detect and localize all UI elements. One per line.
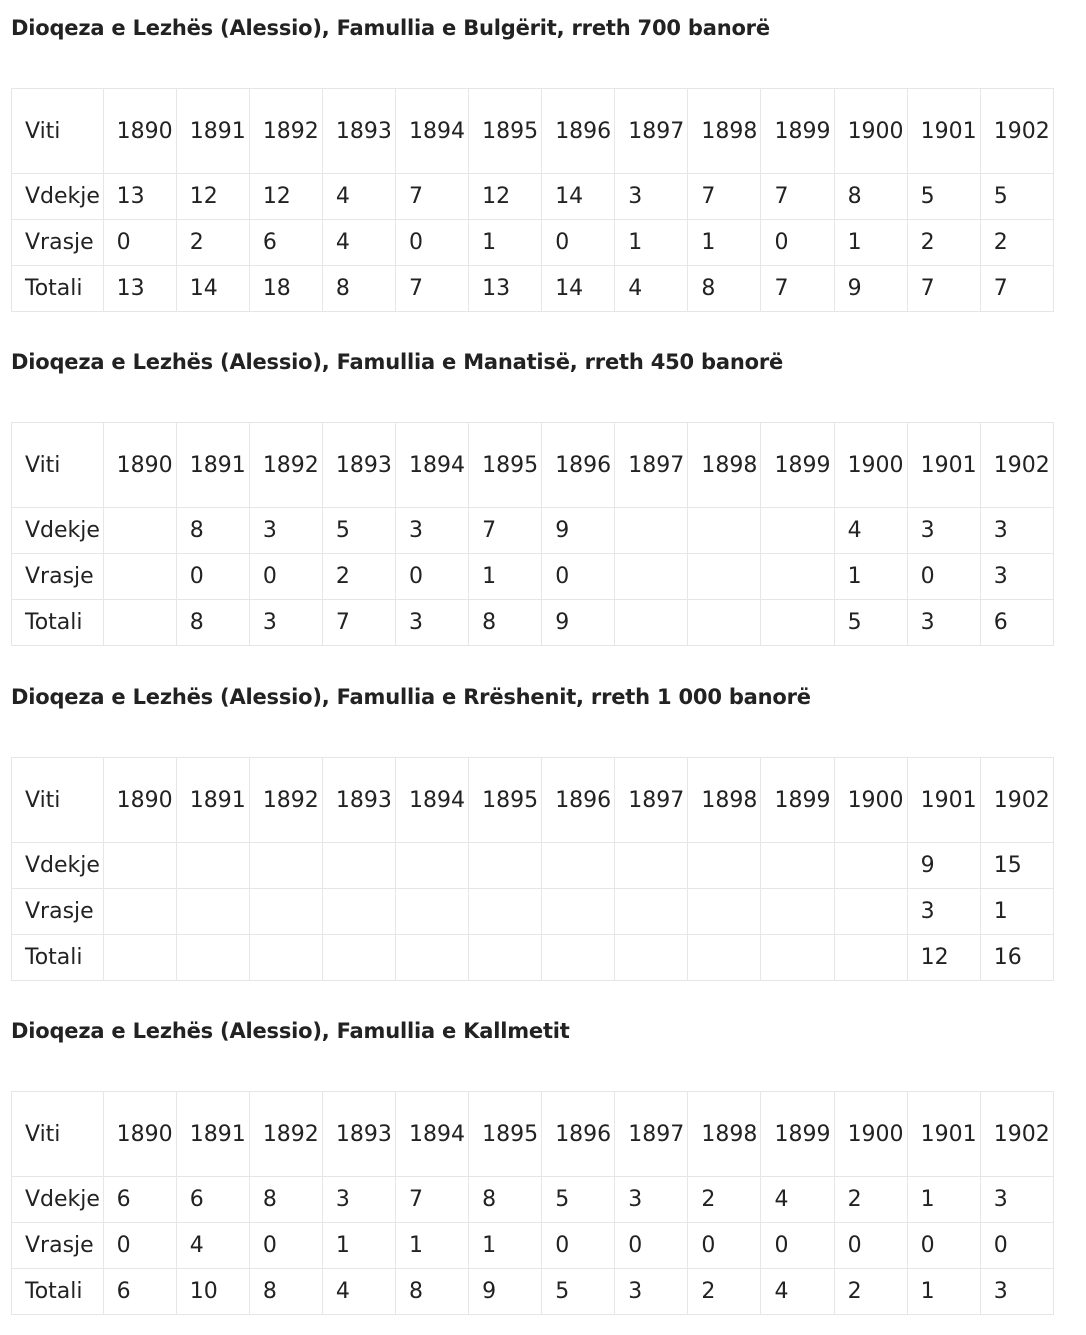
table-cell (469, 935, 542, 981)
table-row (12, 220, 1054, 266)
table-cell (688, 554, 761, 600)
table-cell (176, 889, 249, 935)
year-header-cell: 1890 (103, 89, 176, 174)
row-label: Vrasje (12, 220, 104, 266)
table-row (12, 1223, 1054, 1269)
table-header-row (12, 89, 1054, 174)
table-row (12, 889, 1054, 935)
table-cell: 6 (103, 1269, 176, 1315)
table-cell: 14 (542, 266, 615, 312)
table-cell: 4 (322, 174, 395, 220)
year-header-cell: 1894 (396, 758, 469, 843)
table-cell: 2 (980, 220, 1053, 266)
table-cell: 7 (322, 600, 395, 646)
table-cell (688, 889, 761, 935)
year-header-cell: 1897 (615, 89, 688, 174)
table-cell (688, 935, 761, 981)
table-cell: 8 (688, 266, 761, 312)
row-label: Totali (12, 600, 104, 646)
table-cell: 1 (834, 220, 907, 266)
table-cell: 8 (249, 1177, 322, 1223)
table-cell: 2 (322, 554, 395, 600)
year-header-cell: 1902 (980, 423, 1053, 508)
table-cell: 0 (615, 1223, 688, 1269)
table-cell (103, 554, 176, 600)
table-cell: 0 (103, 1223, 176, 1269)
table-cell: 0 (688, 1223, 761, 1269)
table-cell: 9 (834, 266, 907, 312)
table-cell: 8 (322, 266, 395, 312)
table-cell: 13 (103, 174, 176, 220)
table-cell (834, 843, 907, 889)
row-label: Viti (12, 89, 104, 174)
year-header-cell: 1901 (907, 89, 980, 174)
year-header-cell: 1898 (688, 423, 761, 508)
table-cell: 3 (980, 1269, 1053, 1315)
table-cell: 0 (249, 554, 322, 600)
year-header-cell: 1891 (176, 89, 249, 174)
table-cell: 0 (396, 220, 469, 266)
table-cell: 2 (688, 1177, 761, 1223)
table-cell: 7 (396, 266, 469, 312)
year-header-cell: 1895 (469, 758, 542, 843)
table-cell (615, 889, 688, 935)
table-scroll-container[interactable] (11, 88, 1054, 313)
year-header-cell: 1898 (688, 89, 761, 174)
year-header-cell: 1899 (761, 758, 834, 843)
row-label: Vdekje (12, 508, 104, 554)
table-cell (761, 843, 834, 889)
row-label: Viti (12, 1092, 104, 1177)
year-header-cell: 1893 (322, 423, 395, 508)
table-cell: 8 (176, 508, 249, 554)
year-header-cell: 1894 (396, 89, 469, 174)
year-header-cell: 1897 (615, 423, 688, 508)
data-section (11, 684, 1050, 970)
year-header-cell: 1897 (615, 1092, 688, 1177)
row-label: Viti (12, 758, 104, 843)
table-cell: 0 (103, 220, 176, 266)
table-cell: 12 (176, 174, 249, 220)
table-cell: 8 (834, 174, 907, 220)
table-cell: 18 (249, 266, 322, 312)
table-cell: 12 (907, 935, 980, 981)
table-cell (103, 889, 176, 935)
year-header-cell: 1895 (469, 89, 542, 174)
year-header-cell: 1895 (469, 1092, 542, 1177)
table-cell: 9 (907, 843, 980, 889)
table-cell: 9 (469, 1269, 542, 1315)
row-label: Vdekje (12, 843, 104, 889)
table-row (12, 174, 1054, 220)
table-cell (761, 508, 834, 554)
mortality-table (11, 757, 1054, 981)
table-cell: 3 (249, 600, 322, 646)
table-header-row (12, 758, 1054, 843)
year-header-cell: 1900 (834, 423, 907, 508)
table-cell (103, 600, 176, 646)
table-cell (761, 889, 834, 935)
table-cell: 3 (249, 508, 322, 554)
table-cell: 0 (980, 1223, 1053, 1269)
table-cell (761, 600, 834, 646)
year-header-cell: 1900 (834, 1092, 907, 1177)
table-cell: 2 (907, 220, 980, 266)
table-cell (834, 935, 907, 981)
table-cell: 0 (761, 1223, 834, 1269)
year-header-cell: 1891 (176, 1092, 249, 1177)
table-cell: 10 (176, 1269, 249, 1315)
table-cell: 14 (176, 266, 249, 312)
table-cell: 15 (980, 843, 1053, 889)
table-cell: 3 (396, 600, 469, 646)
table-row (12, 935, 1054, 981)
section-title: Dioqeza e Lezhës (Alessio), Famullia e Rrëshenit, rreth 1 000 banorë (11, 685, 811, 709)
year-header-cell: 1891 (176, 758, 249, 843)
section-title: Dioqeza e Lezhës (Alessio), Famullia e Kallmetit (11, 1019, 570, 1043)
table-cell: 4 (615, 266, 688, 312)
year-header-cell: 1900 (834, 89, 907, 174)
table-cell: 5 (322, 508, 395, 554)
table-scroll-container[interactable] (11, 757, 1054, 982)
row-label: Vrasje (12, 889, 104, 935)
table-cell: 12 (249, 174, 322, 220)
table-cell: 0 (907, 554, 980, 600)
year-header-cell: 1890 (103, 1092, 176, 1177)
year-header-cell: 1892 (249, 423, 322, 508)
table-cell: 1 (322, 1223, 395, 1269)
table-cell: 8 (396, 1269, 469, 1315)
row-label: Vrasje (12, 1223, 104, 1269)
row-label: Vdekje (12, 1177, 104, 1223)
table-cell (103, 935, 176, 981)
table-cell: 13 (469, 266, 542, 312)
year-header-cell: 1893 (322, 758, 395, 843)
table-cell: 4 (322, 1269, 395, 1315)
table-cell: 6 (980, 600, 1053, 646)
table-cell: 7 (469, 508, 542, 554)
year-header-cell: 1894 (396, 423, 469, 508)
table-cell: 4 (176, 1223, 249, 1269)
table-cell: 2 (834, 1269, 907, 1315)
table-cell (396, 843, 469, 889)
year-header-cell: 1896 (542, 758, 615, 843)
table-cell (542, 843, 615, 889)
table-cell (834, 889, 907, 935)
table-cell: 7 (907, 266, 980, 312)
table-cell: 5 (980, 174, 1053, 220)
table-cell (176, 935, 249, 981)
table-cell: 1 (907, 1269, 980, 1315)
row-label: Totali (12, 1269, 104, 1315)
table-cell: 3 (980, 508, 1053, 554)
mortality-table (11, 422, 1054, 646)
year-header-cell: 1896 (542, 89, 615, 174)
year-header-cell: 1899 (761, 423, 834, 508)
table-cell: 9 (542, 600, 615, 646)
year-header-cell: 1901 (907, 758, 980, 843)
year-header-cell: 1902 (980, 758, 1053, 843)
year-header-cell: 1902 (980, 89, 1053, 174)
table-cell: 5 (907, 174, 980, 220)
section-title: Dioqeza e Lezhës (Alessio), Famullia e Bulgërit, rreth 700 banorë (11, 16, 770, 40)
table-row (12, 1269, 1054, 1315)
table-cell (249, 889, 322, 935)
table-cell (469, 889, 542, 935)
table-cell: 3 (980, 554, 1053, 600)
row-label: Vdekje (12, 174, 104, 220)
table-cell: 5 (834, 600, 907, 646)
table-cell (615, 554, 688, 600)
table-cell: 0 (907, 1223, 980, 1269)
table-cell: 3 (907, 600, 980, 646)
table-cell (615, 843, 688, 889)
table-scroll-container[interactable] (11, 422, 1054, 647)
table-cell (542, 935, 615, 981)
table-cell: 6 (176, 1177, 249, 1223)
year-header-cell: 1890 (103, 758, 176, 843)
year-header-cell: 1891 (176, 423, 249, 508)
table-cell: 3 (615, 1269, 688, 1315)
table-cell (176, 843, 249, 889)
table-scroll-container[interactable] (11, 1091, 1054, 1316)
row-label: Totali (12, 266, 104, 312)
year-header-cell: 1892 (249, 758, 322, 843)
year-header-cell: 1896 (542, 423, 615, 508)
table-cell (103, 508, 176, 554)
table-cell: 4 (322, 220, 395, 266)
table-cell: 7 (980, 266, 1053, 312)
table-cell: 2 (834, 1177, 907, 1223)
table-cell: 3 (396, 508, 469, 554)
table-cell: 0 (176, 554, 249, 600)
table-cell: 5 (542, 1269, 615, 1315)
table-cell: 3 (615, 1177, 688, 1223)
table-cell (761, 554, 834, 600)
table-cell: 12 (469, 174, 542, 220)
table-cell (615, 600, 688, 646)
year-header-cell: 1900 (834, 758, 907, 843)
table-cell: 3 (907, 508, 980, 554)
table-cell: 4 (761, 1269, 834, 1315)
row-label: Totali (12, 935, 104, 981)
table-cell: 7 (761, 174, 834, 220)
table-cell: 1 (615, 220, 688, 266)
year-header-cell: 1896 (542, 1092, 615, 1177)
table-cell: 1 (396, 1223, 469, 1269)
table-cell: 16 (980, 935, 1053, 981)
mortality-table (11, 88, 1054, 312)
table-cell: 1 (834, 554, 907, 600)
section-title: Dioqeza e Lezhës (Alessio), Famullia e Manatisë, rreth 450 banorë (11, 350, 784, 374)
table-cell (688, 843, 761, 889)
table-cell (396, 889, 469, 935)
year-header-cell: 1890 (103, 423, 176, 508)
table-cell: 7 (688, 174, 761, 220)
table-cell: 8 (176, 600, 249, 646)
year-header-cell: 1893 (322, 1092, 395, 1177)
table-cell: 4 (761, 1177, 834, 1223)
year-header-cell: 1899 (761, 89, 834, 174)
table-cell (761, 935, 834, 981)
table-cell: 1 (980, 889, 1053, 935)
table-cell: 0 (542, 1223, 615, 1269)
table-row (12, 600, 1054, 646)
table-cell (103, 843, 176, 889)
table-cell: 7 (396, 1177, 469, 1223)
table-row (12, 266, 1054, 312)
table-row (12, 554, 1054, 600)
table-row (12, 843, 1054, 889)
year-header-cell: 1899 (761, 1092, 834, 1177)
table-cell (322, 843, 395, 889)
table-cell (688, 600, 761, 646)
mortality-table (11, 1091, 1054, 1315)
year-header-cell: 1892 (249, 89, 322, 174)
table-cell: 3 (980, 1177, 1053, 1223)
year-header-cell: 1901 (907, 1092, 980, 1177)
table-cell: 0 (396, 554, 469, 600)
table-cell (322, 935, 395, 981)
table-cell: 1 (688, 220, 761, 266)
table-cell: 4 (834, 508, 907, 554)
data-section (11, 349, 1050, 635)
table-cell: 0 (542, 554, 615, 600)
row-label: Viti (12, 423, 104, 508)
year-header-cell: 1893 (322, 89, 395, 174)
table-cell (249, 843, 322, 889)
table-cell: 14 (542, 174, 615, 220)
table-cell: 13 (103, 266, 176, 312)
table-cell (688, 508, 761, 554)
table-cell (542, 889, 615, 935)
table-cell (249, 935, 322, 981)
table-cell: 6 (103, 1177, 176, 1223)
table-cell: 0 (834, 1223, 907, 1269)
table-row (12, 1177, 1054, 1223)
table-cell: 2 (688, 1269, 761, 1315)
year-header-cell: 1892 (249, 1092, 322, 1177)
year-header-cell: 1895 (469, 423, 542, 508)
row-label: Vrasje (12, 554, 104, 600)
table-header-row (12, 1092, 1054, 1177)
table-cell: 3 (907, 889, 980, 935)
table-cell: 8 (469, 600, 542, 646)
table-cell: 2 (176, 220, 249, 266)
table-cell: 0 (761, 220, 834, 266)
data-section (11, 15, 1050, 301)
year-header-cell: 1901 (907, 423, 980, 508)
table-cell (615, 508, 688, 554)
table-cell: 3 (322, 1177, 395, 1223)
table-cell: 6 (249, 220, 322, 266)
table-cell: 1 (907, 1177, 980, 1223)
table-cell: 8 (469, 1177, 542, 1223)
table-cell (322, 889, 395, 935)
table-cell: 3 (615, 174, 688, 220)
table-row (12, 508, 1054, 554)
table-cell (469, 843, 542, 889)
table-cell: 1 (469, 220, 542, 266)
table-cell: 7 (761, 266, 834, 312)
table-cell: 1 (469, 1223, 542, 1269)
table-cell: 1 (469, 554, 542, 600)
year-header-cell: 1897 (615, 758, 688, 843)
table-cell (396, 935, 469, 981)
table-cell: 5 (542, 1177, 615, 1223)
table-cell: 0 (249, 1223, 322, 1269)
table-header-row (12, 423, 1054, 508)
year-header-cell: 1898 (688, 1092, 761, 1177)
year-header-cell: 1894 (396, 1092, 469, 1177)
table-cell (615, 935, 688, 981)
data-section (11, 1018, 1050, 1304)
year-header-cell: 1898 (688, 758, 761, 843)
table-cell: 7 (396, 174, 469, 220)
table-cell: 0 (542, 220, 615, 266)
table-cell: 9 (542, 508, 615, 554)
table-cell: 8 (249, 1269, 322, 1315)
year-header-cell: 1902 (980, 1092, 1053, 1177)
